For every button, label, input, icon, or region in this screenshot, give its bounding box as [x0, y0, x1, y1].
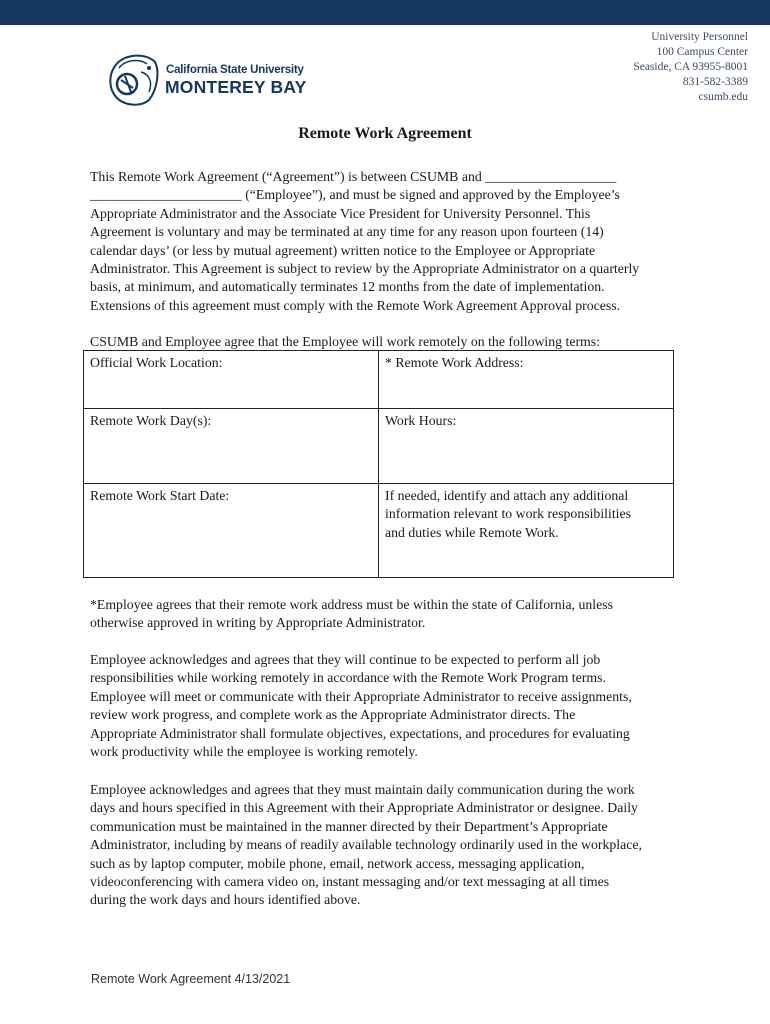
- text-line: CSUMB and Employee agree that the Employee will work remotely on the following terms:: [90, 334, 600, 349]
- intro-paragraph: [90, 168, 690, 315]
- text-line: responsibilities while working remotely in accordance with the Remote Work Program terms.: [90, 670, 606, 686]
- logo-text-csu: California State University: [166, 64, 304, 76]
- otter-emblem-icon: [105, 50, 165, 110]
- address-line: 100 Campus Center: [656, 46, 748, 58]
- text-line: Employee acknowledges and agrees that they must maintain daily communication during the work: [90, 782, 635, 797]
- text-line: days and hours specified in this Agreement with their Appropriate Administrator or designee. Daily: [90, 800, 638, 816]
- page-footer: Remote Work Agreement 4/13/2021: [91, 972, 291, 986]
- terms-lead: [90, 333, 690, 351]
- text-line: work productivity while the employee is working remotely.: [90, 744, 418, 760]
- text-line: and duties while Remote Work.: [385, 524, 559, 540]
- text-line: Agreement is voluntary and may be terminated at any time for any reason upon fourteen (14): [90, 224, 604, 240]
- responsibilities-paragraph: [90, 651, 690, 761]
- remote-work-days-cell[interactable]: Remote Work Day(s):: [84, 409, 379, 484]
- table-row: [84, 351, 674, 409]
- text-line: This Remote Work Agreement (“Agreement”) is between CSUMB and ___________________: [90, 169, 617, 184]
- text-line: Employee acknowledges and agrees that they will continue to be expected to perform all job: [90, 652, 601, 667]
- text-line: information relevant to work responsibilities: [385, 506, 631, 522]
- text-line: If needed, identify and attach any additional: [385, 488, 629, 503]
- communication-paragraph: [90, 781, 690, 910]
- address-website[interactable]: csumb.edu: [698, 91, 748, 103]
- remote-terms-table: [83, 350, 674, 578]
- remote-work-start-date-cell[interactable]: Remote Work Start Date:: [84, 484, 379, 578]
- text-line: communication must be maintained in the manner directed by their Department’s Appropriate: [90, 818, 608, 834]
- header-bar: [0, 0, 770, 25]
- address-phone: 831-582-3389: [682, 76, 748, 88]
- office-address: [633, 30, 748, 105]
- text-line: during the work days and hours identified above.: [90, 892, 361, 908]
- text-line: such as by laptop computer, mobile phone, email, network access, messaging application,: [90, 855, 585, 871]
- address-line: Seaside, CA 93955-8001: [633, 61, 748, 73]
- california-note: [90, 596, 690, 633]
- official-work-location-cell[interactable]: Official Work Location:: [84, 351, 379, 409]
- address-line: University Personnel: [651, 31, 748, 43]
- table-row: [84, 409, 674, 484]
- text-line: videoconferencing with camera video on, instant messaging and/or text messaging at all times: [90, 874, 610, 890]
- logo-text-monterey-bay: MONTEREY BAY: [165, 77, 307, 97]
- text-line: Appropriate Administrator and the Associate Vice President for University Personnel. This: [90, 205, 591, 221]
- additional-info-cell[interactable]: [379, 484, 674, 578]
- csumb-logo: [105, 50, 305, 110]
- remote-work-address-cell[interactable]: * Remote Work Address:: [379, 351, 674, 409]
- text-line: Extensions of this agreement must comply with the Remote Work Agreement Approval process.: [90, 297, 621, 313]
- text-line: calendar days’ (or less by mutual agreement) written notice to the Employee or Appropriate: [90, 242, 596, 258]
- work-hours-cell[interactable]: Work Hours:: [379, 409, 674, 484]
- text-line: ______________________ (“Employee”), and must be signed and approved by the Employee’s: [90, 187, 620, 203]
- document-title: Remote Work Agreement: [298, 125, 472, 142]
- text-line: Employee will meet or communicate with their Appropriate Administrator to receive assignments,: [90, 688, 632, 704]
- text-line: otherwise approved in writing by Appropriate Administrator.: [90, 615, 426, 631]
- text-line: Administrator. This Agreement is subject to review by the Appropriate Administrator on a quarterly: [90, 261, 640, 277]
- text-line: *Employee agrees that their remote work address must be within the state of California, unless: [90, 597, 613, 612]
- table-row: [84, 484, 674, 578]
- text-line: Appropriate Administrator shall formulate objectives, expectations, and procedures for evaluating: [90, 725, 630, 741]
- text-line: review work progress, and complete work as the Appropriate Administrator directs. The: [90, 707, 576, 723]
- text-line: basis, at minimum, and automatically terminates 12 months from the date of implementation.: [90, 279, 605, 295]
- text-line: Administrator, including by means of readily available technology ordinarily used in the workplace,: [90, 837, 642, 853]
